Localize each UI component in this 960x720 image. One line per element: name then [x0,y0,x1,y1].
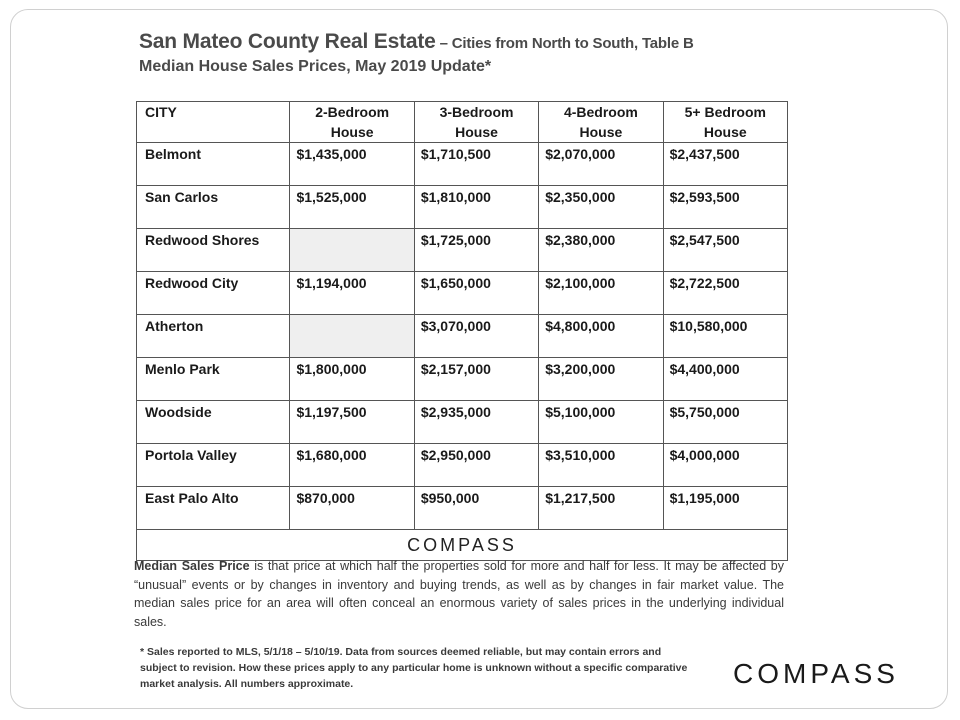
price-cell-bd5: $2,722,500 [663,272,787,315]
price-cell-bd5: $4,000,000 [663,444,787,487]
col-header-5br: 5+ Bedroom House [663,102,787,143]
price-cell-bd3: $1,650,000 [414,272,538,315]
table-logo-cell [137,530,788,561]
price-cell-bd2 [290,315,414,358]
price-cell-bd2 [290,229,414,272]
price-cell-bd4: $1,217,500 [539,487,663,530]
table-row [137,272,788,315]
table-row [137,444,788,487]
price-cell-bd2: $1,197,500 [290,401,414,444]
city-cell: San Carlos [137,186,290,229]
city-cell: Menlo Park [137,358,290,401]
price-cell-bd3: $2,935,000 [414,401,538,444]
price-cell-bd2: $1,680,000 [290,444,414,487]
table-body [137,143,788,561]
price-cell-bd2: $870,000 [290,487,414,530]
prices-table [136,101,788,561]
city-cell: Woodside [137,401,290,444]
price-cell-bd4: $3,200,000 [539,358,663,401]
price-cell-bd3: $1,725,000 [414,229,538,272]
table-row [137,229,788,272]
price-cell-bd3: $1,810,000 [414,186,538,229]
title-block [139,30,839,76]
price-cell-bd5: $4,400,000 [663,358,787,401]
compass-logo: COMPASS [733,658,899,689]
price-cell-bd2: $1,525,000 [290,186,414,229]
table-header-row [137,102,788,143]
table-row [137,143,788,186]
price-cell-bd4: $5,100,000 [539,401,663,444]
price-cell-bd4: $2,070,000 [539,143,663,186]
city-cell: Atherton [137,315,290,358]
table-row [137,186,788,229]
page-subtitle: Median House Sales Prices, May 2019 Update* [139,58,492,75]
city-cell: Redwood City [137,272,290,315]
price-cell-bd3: $3,070,000 [414,315,538,358]
price-cell-bd5: $2,593,500 [663,186,787,229]
city-cell: Belmont [137,143,290,186]
title-sub: – Cities from North to South, Table B [435,35,694,52]
price-cell-bd3: $1,710,500 [414,143,538,186]
price-cell-bd5: $1,195,000 [663,487,787,530]
price-cell-bd4: $3,510,000 [539,444,663,487]
col-header-4br: 4-Bedroom House [539,102,663,143]
note-text: is that price at which half the properties sold for more and half for less. It may be affected by “unusual” events or by changes in inventory and buying trends, as well as by changes in fair market value. The median sales price for an area will often conceal an enormous variety of sales prices in the underlying individual sales. [134,559,784,629]
price-cell-bd5: $10,580,000 [663,315,787,358]
title-main: San Mateo County Real Estate [139,30,436,53]
price-cell-bd4: $4,800,000 [539,315,663,358]
city-cell: East Palo Alto [137,487,290,530]
table-row [137,487,788,530]
city-cell: Portola Valley [137,444,290,487]
col-header-2br: 2-Bedroom House [290,102,414,143]
price-cell-bd3: $950,000 [414,487,538,530]
price-cell-bd2: $1,194,000 [290,272,414,315]
price-cell-bd4: $2,100,000 [539,272,663,315]
median-note [134,557,784,631]
table-row [137,315,788,358]
table-row [137,401,788,444]
price-cell-bd2: $1,800,000 [290,358,414,401]
col-header-3br: 3-Bedroom House [414,102,538,143]
table-row [137,358,788,401]
price-cell-bd3: $2,950,000 [414,444,538,487]
page-title [139,30,839,54]
price-cell-bd4: $2,350,000 [539,186,663,229]
table-logo-row [137,530,788,561]
price-cell-bd5: $5,750,000 [663,401,787,444]
price-cell-bd4: $2,380,000 [539,229,663,272]
footnote: * Sales reported to MLS, 5/1/18 – 5/10/19. Data from sources deemed reliable, but may contain errors and subject to revision. How these prices apply to any particular home is unknown without a specific comparative market analysis. All numbers approximate. [140,646,688,690]
price-cell-bd3: $2,157,000 [414,358,538,401]
note-term: Median Sales Price [134,559,250,573]
price-cell-bd5: $2,547,500 [663,229,787,272]
col-header-city: CITY [137,102,290,143]
compass-logo-small: COMPASS [407,534,517,555]
price-cell-bd2: $1,435,000 [290,143,414,186]
city-cell: Redwood Shores [137,229,290,272]
price-cell-bd5: $2,437,500 [663,143,787,186]
